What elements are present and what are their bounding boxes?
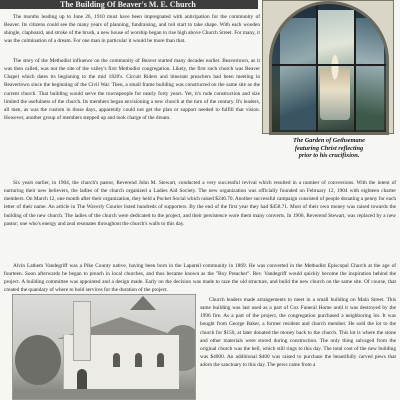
caption-line: prior to his crucifixion. [298,152,360,159]
lead-divider [354,4,356,135]
lead-divider [316,4,318,135]
window-caption [262,137,396,173]
lead-divider [272,64,389,66]
church-window [113,353,120,367]
paragraph-ladies-aid [4,179,396,256]
paragraph-ladies-aid-text: Six years earlier, in 1904, the church's pastor, Reverend John M. Stewart, conducted a very successful revival which resulted in a number of conversions. With the intent of nurturing their new believers, the ladies of the church organized a Ladies Aid Society. The new organization was officially founded on February 12, 1904 with eighteen charter members. On March 12, one month after their organization, they held a Pocket Social which raised $246.70. Another successful campaign consisted of people donating a penny for each letter of their name. An article in The Waverly Courier listed hundreds of supporters. By the end of the first year they had $458.71. Most of their own money was raised towards the building of the new church. The ladies of the church were dedicated to the project, and their persistence wore them many converts. In 1906, Reverend Stewart, was replaced by a new pastor; one who's energy and zeal resonates throughout the church's walls to this day. [4,180,396,227]
church-steeple [73,301,91,361]
paragraph-construction-text: Church leaders made arrangements to meet in a small building on Main Street. This same building was last used as a part of Cox Funeral Home until it was destroyed by the 1996 fire. As a part of the project, the congregation purchased a neighboring lot. It was bought from George Baker, a former resident and church member. He sold the lot to the church for $150, at later donated the money back to the church. This lot is where the stone and other materials were stored during construction. The only thing salvaged from the original church was the bell, which still rings to this day. The total cost of the new building was $4000. An additional $400 was raised to purchase the beautifully carved pews that adorn the sanctuary to this day. The pews came from a [200,297,396,369]
church-door [77,369,87,389]
tree [15,335,61,385]
paragraph-intro-text: The months leading up to June 26, 1910 must have been impregnated with anticipation for the community of Beaver. Its citizens could see the many years of planning, fundraising, and toil start to take shape. With each wooden shingle, clapboard, and stroke of the brush, a new house of worship began to rise high above Church Street. For many, it was the culmination of a dream. For one man in particular it would be more than that. [4,14,260,45]
paragraph-vandegriff-text: Alvin Lathem Vandegriff was a Pike County native, having been born in the Lapareil community in 1869. He was converted in the Methodist Episcopal Church at the age of fourteen. Soon afterwards he began to preach in local churches, and thus became known as the "Boy Preacher". Rev. Vandegriff would quickly become the inspiration behind the project. A building committee was appointed and a design made. Early on the decision was made to raze the old structure, and build the new church on the same site. Of course, that created the quandary of where to hold services for the duration of the project. [4,263,396,294]
glass-pane-right [356,18,384,130]
paragraph-construction [200,296,396,400]
church-building-photo [12,294,196,400]
church-window [157,353,164,367]
paragraph-intro [4,13,260,58]
paragraph-methodist-history-text: The story of the Methodist influence on the community of Beaver started many decades earlier. Beavertown, as it was then called, was not the site of the valley's first Methodist congregation. Likely, the first such church was Beaver Chapel which dates its beginning to the mid 1820's. Circuit Riders and itinerant preachers had been meeting in Beavertown since the beginning of the Civil War. Then, a small frame building was constructed on the same site as the current church. That building would serve the townspeople for nearly forty years. Yet, it's rude construction and size limited the usefulness of the church. Its members began envisioning a new church at the turn of the century. It's leaders, all men, as was the custom in those days, apparently could not get the plan or support needed to fulfill that vision. However, another group of members stepped up and took charge of the dream. [4,58,260,122]
stained-glass-window-photo [262,0,394,134]
caption-line: featuring Christ reflecting [294,144,364,152]
window-arch [269,1,389,135]
ground [13,389,196,400]
paragraph-vandegriff [4,262,396,294]
paragraph-methodist-history [4,57,260,175]
glass-pane-left [280,18,316,130]
article-title: The Building Of Beaver's M. E. Church [0,0,258,9]
caption-line: The Garden of Gethsemane [293,137,365,144]
church-window [135,353,142,367]
steeple-spire [130,296,156,310]
